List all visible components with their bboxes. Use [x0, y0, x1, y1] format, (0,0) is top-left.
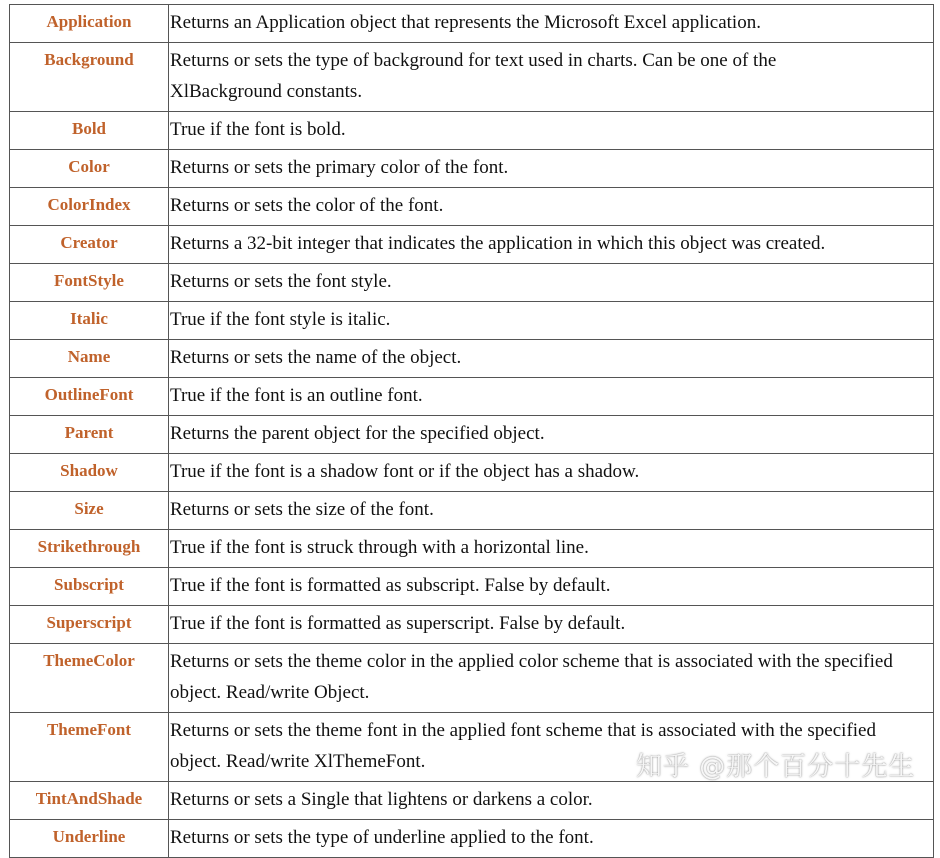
- property-name: Parent: [10, 416, 169, 454]
- table-row: [10, 43, 934, 112]
- property-description: Returns the parent object for the specified object.: [169, 416, 934, 454]
- table-row: [10, 644, 934, 713]
- table-row: [10, 264, 934, 302]
- table-row: [10, 492, 934, 530]
- property-name: Application: [10, 5, 169, 43]
- table-row: [10, 340, 934, 378]
- property-description: Returns or sets the size of the font.: [169, 492, 934, 530]
- property-name: Size: [10, 492, 169, 530]
- table-row: [10, 713, 934, 782]
- property-name: FontStyle: [10, 264, 169, 302]
- property-name: OutlineFont: [10, 378, 169, 416]
- property-description: Returns or sets the font style.: [169, 264, 934, 302]
- property-name: Underline: [10, 820, 169, 858]
- property-description: Returns or sets the theme color in the applied color scheme that is associated with the specified object. Read/write Object.: [169, 644, 934, 713]
- property-description: Returns or sets the primary color of the font.: [169, 150, 934, 188]
- property-description: Returns or sets the theme font in the applied font scheme that is associated with the specified object. Read/write XlThemeFont.: [169, 713, 934, 782]
- property-description: True if the font is bold.: [169, 112, 934, 150]
- table-row: [10, 188, 934, 226]
- property-description: Returns a 32-bit integer that indicates the application in which this object was created.: [169, 226, 934, 264]
- table-row: [10, 820, 934, 858]
- property-name: Subscript: [10, 568, 169, 606]
- table-row: [10, 150, 934, 188]
- property-name: Superscript: [10, 606, 169, 644]
- table-row: [10, 416, 934, 454]
- property-name: ThemeFont: [10, 713, 169, 782]
- property-description: True if the font is struck through with a horizontal line.: [169, 530, 934, 568]
- zhihu-watermark: 知乎 @那个百分十先生: [636, 752, 916, 782]
- table-row: [10, 226, 934, 264]
- table-row: [10, 112, 934, 150]
- font-properties-table: [9, 4, 934, 858]
- property-description: Returns or sets the type of underline applied to the font.: [169, 820, 934, 858]
- property-name: ThemeColor: [10, 644, 169, 713]
- table-row: [10, 5, 934, 43]
- property-description: Returns or sets the type of background for text used in charts. Can be one of the XlBackground constants.: [169, 43, 934, 112]
- property-name: Color: [10, 150, 169, 188]
- table-row: [10, 782, 934, 820]
- property-name: Strikethrough: [10, 530, 169, 568]
- table-row: [10, 378, 934, 416]
- table-row: [10, 606, 934, 644]
- table-row: [10, 302, 934, 340]
- property-description: Returns or sets the name of the object.: [169, 340, 934, 378]
- property-description: Returns or sets the color of the font.: [169, 188, 934, 226]
- table-row: [10, 530, 934, 568]
- property-description: Returns an Application object that represents the Microsoft Excel application.: [169, 5, 934, 43]
- property-name: Background: [10, 43, 169, 112]
- property-description: True if the font is an outline font.: [169, 378, 934, 416]
- property-description: Returns or sets a Single that lightens or darkens a color.: [169, 782, 934, 820]
- property-description: True if the font is formatted as subscript. False by default.: [169, 568, 934, 606]
- property-name: Bold: [10, 112, 169, 150]
- property-name: ColorIndex: [10, 188, 169, 226]
- property-description: True if the font is formatted as superscript. False by default.: [169, 606, 934, 644]
- property-name: TintAndShade: [10, 782, 169, 820]
- table-row: [10, 454, 934, 492]
- font-properties-table-container: [9, 4, 934, 858]
- property-name: Name: [10, 340, 169, 378]
- property-description: True if the font is a shadow font or if the object has a shadow.: [169, 454, 934, 492]
- property-name: Creator: [10, 226, 169, 264]
- property-description: True if the font style is italic.: [169, 302, 934, 340]
- table-row: [10, 568, 934, 606]
- property-name: Italic: [10, 302, 169, 340]
- property-name: Shadow: [10, 454, 169, 492]
